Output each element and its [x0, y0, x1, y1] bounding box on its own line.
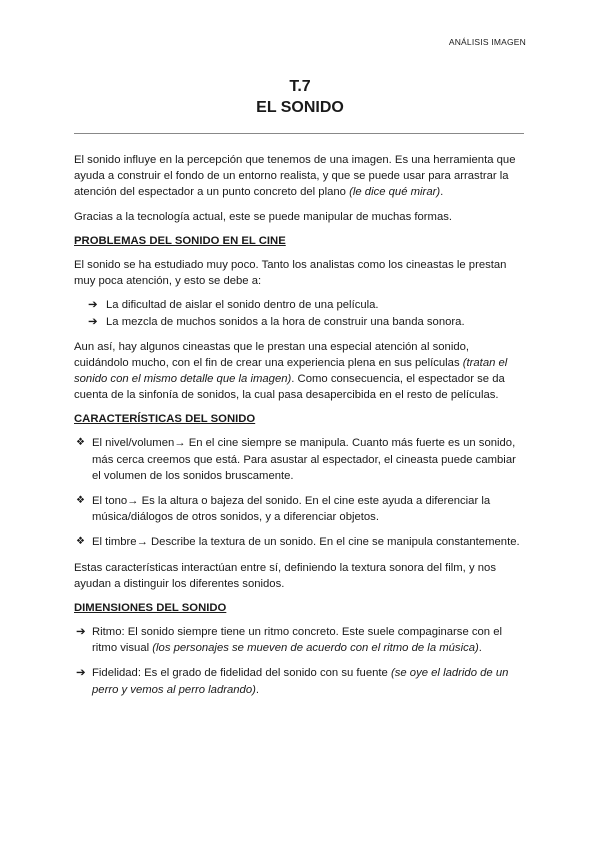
list-item: [74, 297, 526, 313]
section1-paragraph-1: El sonido se ha estudiado muy poco. Tanto los analistas como los cineastas le prestan muy poca atención, y esto se debe a:: [74, 258, 507, 288]
list-item-end: .: [478, 642, 482, 655]
list-item: [74, 435, 526, 484]
intro-paragraph-2: Gracias a la tecnología actual, este se puede manipular de muchas formas.: [74, 210, 453, 223]
list-item-text: El nivel/volumen→ En el cine siempre se manipula. Cuanto más fuerte es un sonido, más cerca creemos que está. Para asustar al espectador, el cineasta puede cambiar el volumen de los sonidos bruscamente.: [92, 437, 516, 482]
list-item-italic: (los personajes se mueven de acuerdo con el ritmo de la música): [152, 642, 479, 655]
intro-paragraph-1: [74, 152, 526, 201]
paragraph-text: . Como consecuencia, el espectador se da cuenta de la sinfonía de sonidos, la cual pasa desapercibida en el resto de películas.: [74, 373, 505, 402]
list-item-italic: (se oye el ladrido de un perro y vemos al perro ladrando): [92, 667, 509, 696]
list-item: [74, 665, 526, 697]
title-text: EL SONIDO: [256, 99, 344, 116]
intro-end: .: [440, 186, 444, 199]
list-item-text: El timbre→ Describe la textura de un sonido. En el cine se manipula constantemente.: [92, 536, 520, 549]
problems-list: [74, 297, 526, 330]
list-item: [74, 314, 526, 330]
diamond-bullet-icon: ❖: [76, 536, 85, 548]
running-header: ANÁLISIS IMAGEN: [448, 37, 526, 47]
title-number: T.7: [289, 78, 311, 95]
arrow-icon: ➔: [88, 316, 98, 329]
intro-text: El sonido influye en la percepción que tenemos de una imagen. Es una herramienta que ayuda a construir el fondo de un entorno realista, y que se puede usar para arrastrar la atención del espectador a un punto concreto del plano: [74, 154, 516, 199]
diamond-bullet-icon: ❖: [76, 437, 85, 449]
section-heading-dimensiones: DIMENSIONES DEL SONIDO: [74, 602, 227, 615]
characteristics-list: [74, 435, 526, 550]
paragraph-italic: (tratan el sonido con el mismo detalle que la imagen): [74, 356, 508, 386]
list-item-text: Ritmo: El sonido siempre tiene un ritmo concreto. Este suele compaginarse con el ritmo visual: [92, 626, 503, 655]
list-item-text: El tono→ Es la altura o bajeza del sonido. En el cine este ayuda a diferenciar la música/diálogos de otros sonidos, y a diferenciar objetos.: [92, 495, 491, 524]
section2-paragraph: Estas características interactúan entre sí, definiendo la textura sonora del film, y nos ayudan a distinguir los diferentes sonidos.: [74, 561, 496, 590]
dimensions-list: [74, 624, 526, 698]
list-item-text: Fidelidad: Es el grado de fidelidad del sonido con su fuente: [92, 667, 391, 680]
paragraph-text: Aun así, hay algunos cineastas que le prestan una especial atención al sonido, cuidándolo mucho, con el fin de crear una experiencia plena en sus películas: [74, 340, 470, 369]
arrow-icon: ➔: [88, 299, 98, 312]
horizontal-divider: [74, 133, 524, 134]
diamond-bullet-icon: ❖: [76, 495, 85, 507]
section1-paragraph-2: [74, 339, 526, 404]
section-heading-caracteristicas: CARACTERÍSTICAS DEL SONIDO: [74, 413, 256, 426]
document-body: [74, 152, 526, 707]
arrow-icon: ➔: [76, 667, 86, 680]
section-heading-problemas: PROBLEMAS DEL SONIDO EN EL CINE: [74, 234, 286, 247]
list-item: [74, 624, 526, 656]
list-item: [74, 493, 526, 525]
list-item-text: La mezcla de muchos sonidos a la hora de construir una banda sonora.: [106, 316, 465, 329]
intro-italic: (le dice qué mirar): [349, 186, 441, 199]
list-item: [74, 534, 526, 550]
list-item-end: .: [255, 683, 260, 696]
page-title: [0, 76, 600, 118]
arrow-icon: ➔: [76, 626, 86, 639]
list-item-text: La dificultad de aislar el sonido dentro de una película.: [106, 299, 379, 312]
